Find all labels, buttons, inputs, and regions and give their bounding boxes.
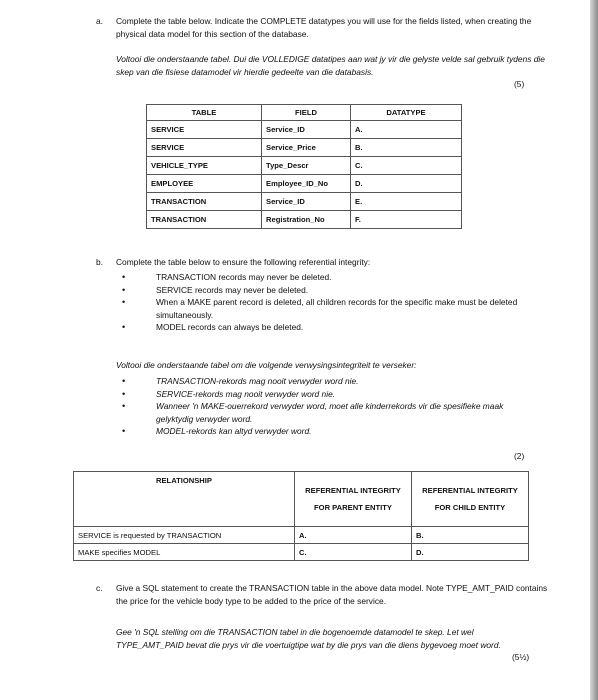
- cell-table: SERVICE: [147, 139, 262, 157]
- table-row: [147, 139, 462, 157]
- cell-datatype[interactable]: E.: [351, 193, 462, 211]
- header-relationship: RELATIONSHIP: [74, 472, 295, 527]
- list-item: • When a MAKE parent record is deleted, all children records for the specific make must be deleted simultaneously.: [122, 296, 546, 321]
- table-row: [147, 157, 462, 175]
- list-item: • TRANSACTION-rekords mag nooit verwyder word nie.: [122, 375, 512, 388]
- cell-field: Type_Descr: [262, 157, 351, 175]
- cell-table: VEHICLE_TYPE: [147, 157, 262, 175]
- question-b-text: Complete the table below to ensure the following referential integrity:: [116, 257, 371, 267]
- table-row: [147, 121, 462, 139]
- header-datatype: DATATYPE: [351, 105, 462, 121]
- list-item: • TRANSACTION records may never be deleted.: [122, 271, 546, 284]
- datatype-table: [146, 104, 462, 229]
- afrikaans-rule-list: [122, 375, 512, 438]
- header-child-integrity: REFERENTIAL INTEGRITY FOR CHILD ENTITY: [412, 472, 529, 527]
- question-c-text: Give a SQL statement to create the TRANSACTION table in the above data model. Note TYPE_AMT_PAID contains the price for the vehicle body type to be added to the price of the service.: [116, 583, 548, 606]
- cell-relationship: SERVICE is requested by TRANSACTION: [74, 527, 295, 544]
- cell-datatype[interactable]: A.: [351, 121, 462, 139]
- header-table: TABLE: [147, 105, 262, 121]
- list-item: • Wanneer 'n MAKE-ouerrekord verwyder word, moet alle kinderrekords vir die spesifieke maak gelyktydig verwyder word.: [122, 400, 512, 425]
- table-row: [147, 193, 462, 211]
- cell-relationship: MAKE specifies MODEL: [74, 544, 295, 561]
- cell-datatype[interactable]: F.: [351, 211, 462, 229]
- english-rule-list: [122, 271, 546, 334]
- cell-parent[interactable]: C.: [295, 544, 412, 561]
- question-c-afrikaans: Gee 'n SQL stelling om die TRANSACTION tabel in die bogenoemde datamodel te skep. Let wel TYPE_AMT_PAID bevat die prys vir die voertuigtipe wat by die prys van die diens bygevoeg moet word.: [116, 627, 501, 650]
- question-b-afrikaans-intro: Voltooi die onderstaande tabel om die volgende verwysingsintegriteit te verseker:: [116, 360, 417, 370]
- cell-field: Registration_No: [262, 211, 351, 229]
- referential-integrity-table: [73, 471, 529, 561]
- header-field: FIELD: [262, 105, 351, 121]
- cell-table: SERVICE: [147, 121, 262, 139]
- cell-table: TRANSACTION: [147, 211, 262, 229]
- table-row: [147, 175, 462, 193]
- page-edge-shadow: [590, 0, 598, 700]
- question-a-instruction: [96, 15, 548, 40]
- table-row: [74, 544, 529, 561]
- cell-field: Service_ID: [262, 193, 351, 211]
- question-b-marker: b.: [96, 257, 103, 267]
- cell-child[interactable]: B.: [412, 527, 529, 544]
- question-a-text: Complete the table below. Indicate the COMPLETE datatypes you will use for the fields listed, when creating the physical data model for this section of the database.: [116, 16, 532, 39]
- list-item: • SERVICE records may never be deleted.: [122, 284, 546, 297]
- question-c-marks: (5½): [512, 652, 530, 662]
- cell-datatype[interactable]: C.: [351, 157, 462, 175]
- cell-datatype[interactable]: B.: [351, 139, 462, 157]
- cell-datatype[interactable]: D.: [351, 175, 462, 193]
- cell-table: TRANSACTION: [147, 193, 262, 211]
- list-item: • SERVICE-rekords mag nooit verwyder word nie.: [122, 388, 512, 401]
- header-parent-integrity: REFERENTIAL INTEGRITY FOR PARENT ENTITY: [295, 472, 412, 527]
- cell-field: Employee_ID_No: [262, 175, 351, 193]
- list-item: • MODEL-rekords kan altyd verwyder word.: [122, 425, 512, 438]
- question-a-marker: a.: [96, 16, 103, 26]
- cell-parent[interactable]: A.: [295, 527, 412, 544]
- question-a-marks: (5): [514, 79, 525, 89]
- table-header-row: [147, 105, 462, 121]
- question-b-marks: (2): [514, 451, 525, 461]
- list-item: • MODEL records can always be deleted.: [122, 321, 546, 334]
- table-header-row: [74, 472, 529, 527]
- cell-field: Service_Price: [262, 139, 351, 157]
- cell-field: Service_ID: [262, 121, 351, 139]
- table-row: [147, 211, 462, 229]
- cell-table: EMPLOYEE: [147, 175, 262, 193]
- question-a-afrikaans: Voltooi die onderstaande tabel. Dui die VOLLEDIGE datatipes aan wat jy vir die gelyste velde sal gebruik tydens die skep van die fisiese datamodel vir hierdie gedeelte van die databasis.: [116, 54, 545, 77]
- question-c-marker: c.: [96, 583, 103, 593]
- cell-child[interactable]: D.: [412, 544, 529, 561]
- question-b-instruction: [96, 256, 548, 269]
- table-row: [74, 527, 529, 544]
- question-c-instruction: [96, 582, 548, 607]
